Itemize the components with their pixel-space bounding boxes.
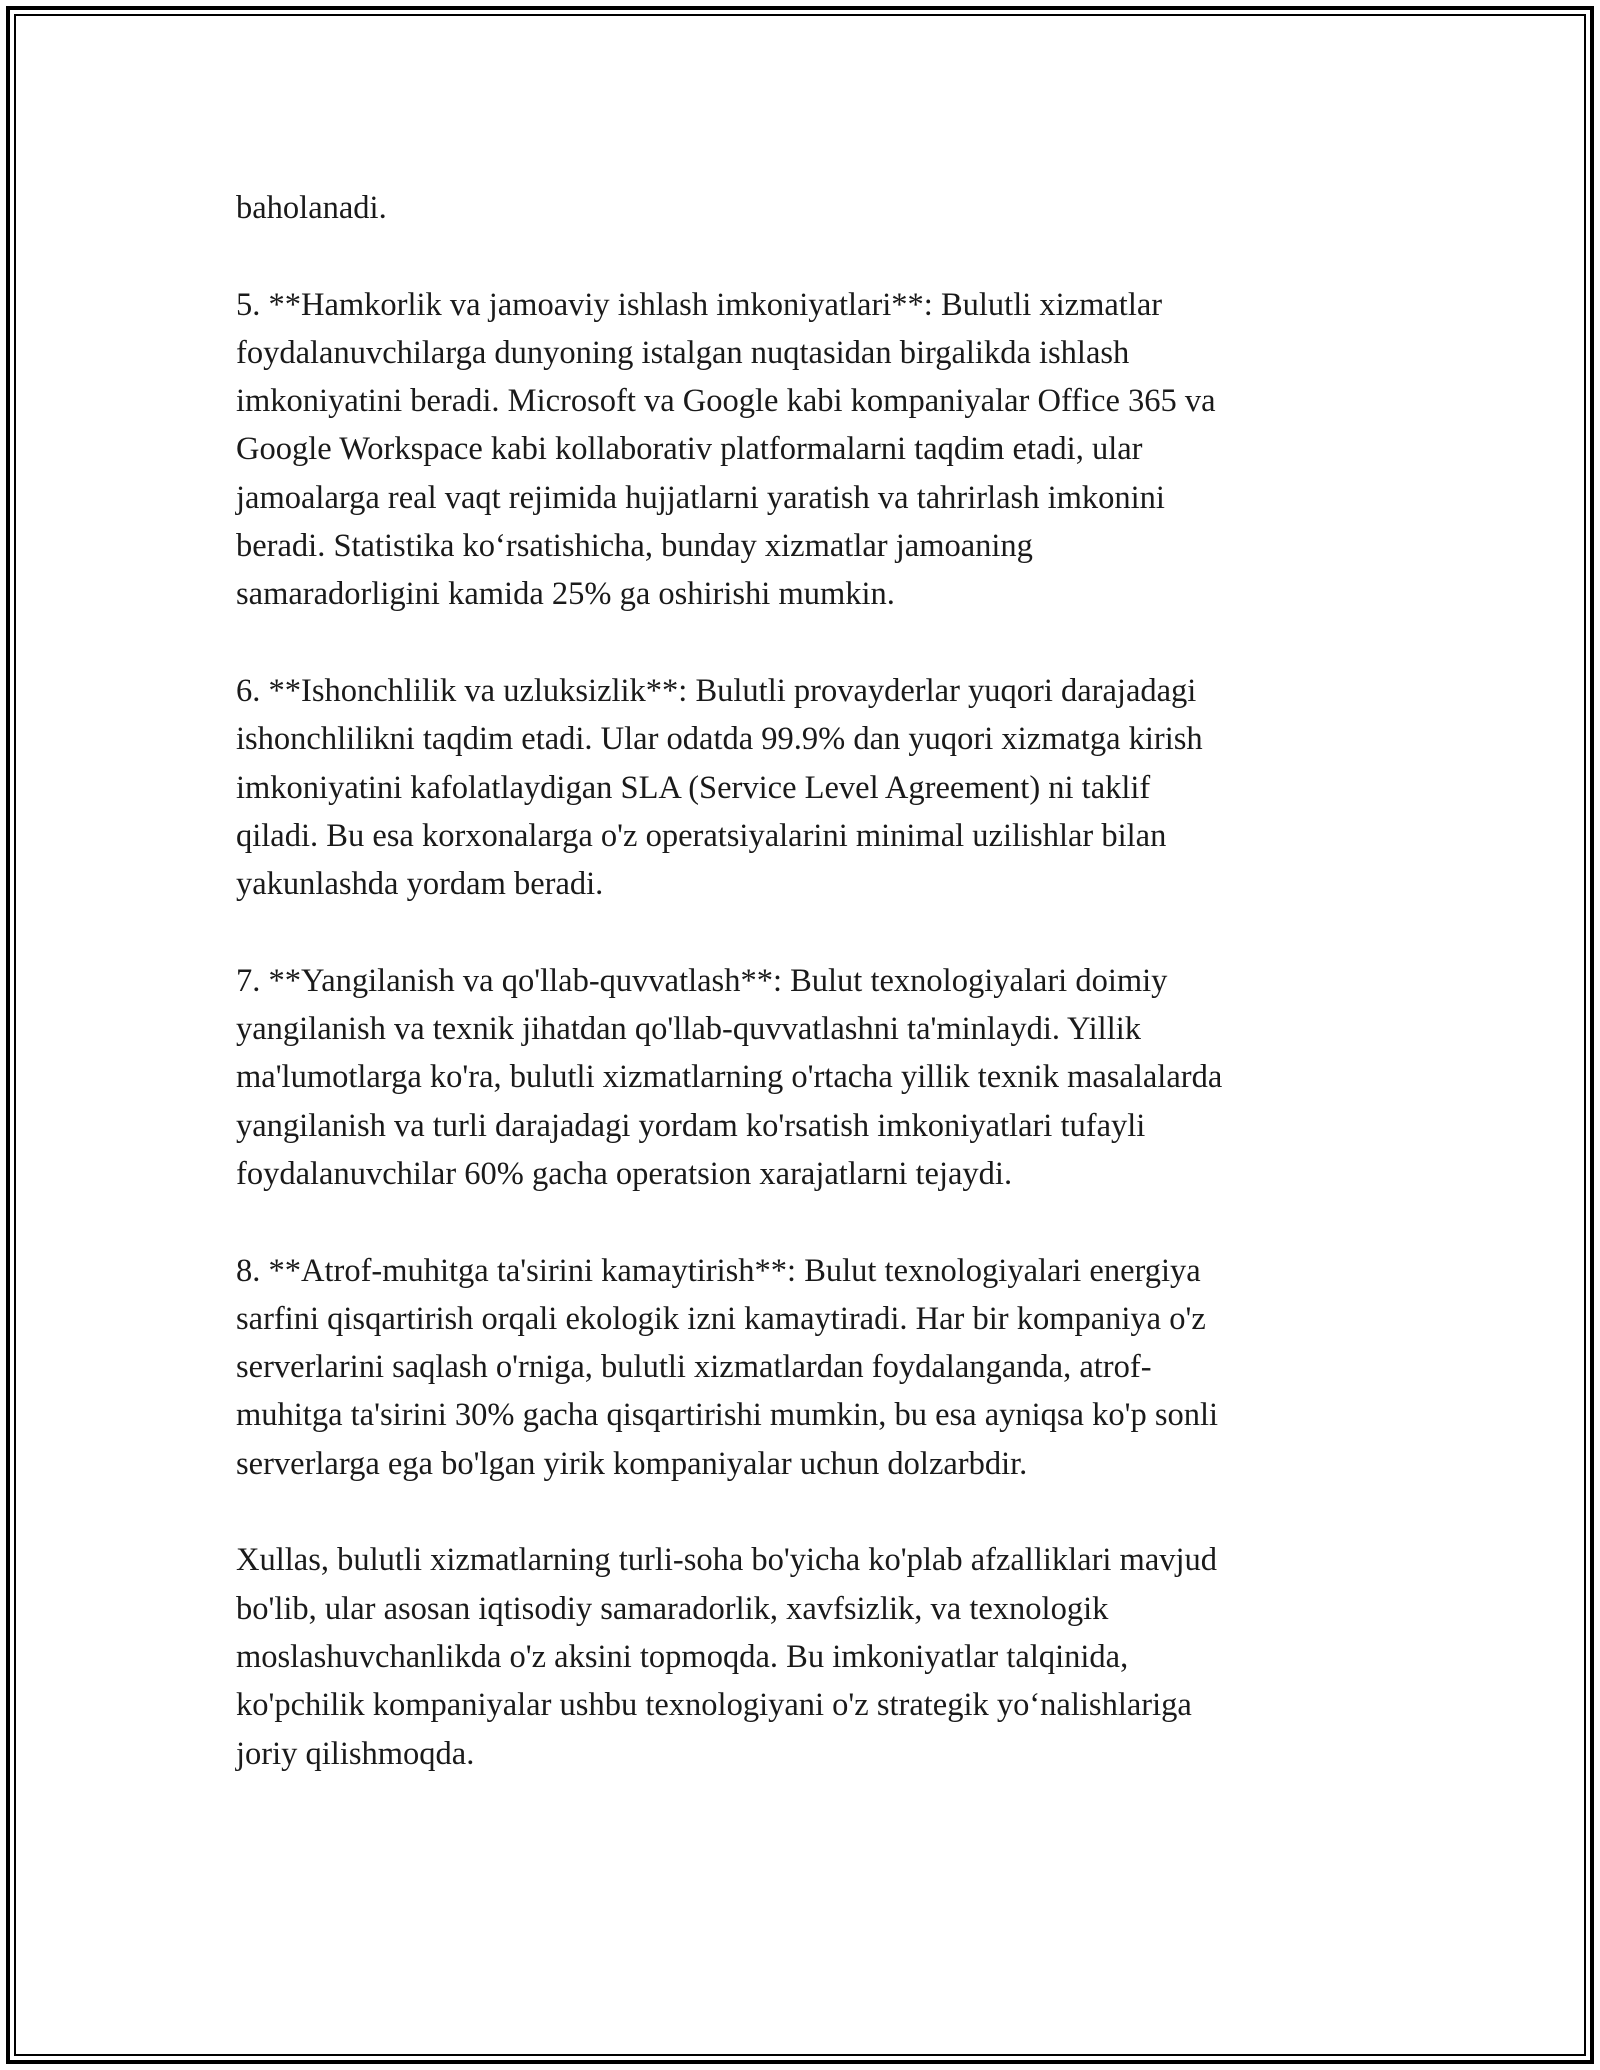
text-line: imkoniyatini beradi. Microsoft va Google kabi kompaniyalar Office 365 va xyxy=(236,383,1216,420)
text-line: 6. **Ishonchlilik va uzluksizlik**: Bulutli provayderlar yuqori darajadagi xyxy=(236,672,1197,709)
document-body xyxy=(236,184,1376,1826)
text-line: ishonchlilikni taqdim etadi. Ular odatda 99.9% dan yuqori xizmatga kirish xyxy=(236,721,1203,758)
text-line: 8. **Atrof-muhitga ta'sirini kamaytirish**: Bulut texnologiyalari energiya xyxy=(236,1252,1201,1289)
text-line: ko'pchilik kompaniyalar ushbu texnologiyani o'z strategik yoʻnalishlariga xyxy=(236,1687,1192,1724)
paragraph-item-8-environment xyxy=(236,1247,1376,1488)
text-line: sarfini qisqartirish orqali ekologik izni kamaytiradi. Har bir kompaniya o'z xyxy=(236,1300,1206,1337)
text-line: serverlarini saqlash o'rniga, bulutli xizmatlardan foydalanganda, atrof- xyxy=(236,1349,1152,1386)
text-line: yangilanish va turli darajadagi yordam ko'rsatish imkoniyatlari tufayli xyxy=(236,1107,1146,1144)
text-line: baholanadi. xyxy=(236,190,387,226)
text-line: ma'lumotlarga ko'ra, bulutli xizmatlarning o'rtacha yillik texnik masalalarda xyxy=(236,1059,1223,1096)
text-line: samaradorligini kamida 25% ga oshirishi mumkin. xyxy=(236,576,895,613)
text-line: yakunlashda yordam beradi. xyxy=(236,866,604,903)
paragraph-continuation xyxy=(236,184,1376,232)
text-line: 7. **Yangilanish va qo'llab-quvvatlash**: Bulut texnologiyalari doimiy xyxy=(236,962,1168,999)
text-line: beradi. Statistika koʻrsatishicha, bunday xizmatlar jamoaning xyxy=(236,528,1033,565)
text-line: bo'lib, ular asosan iqtisodiy samaradorlik, xavfsizlik, va texnologik xyxy=(236,1590,1109,1627)
text-line: Xullas, bulutli xizmatlarning turli-soha bo'yicha ko'plab afzalliklari mavjud xyxy=(236,1542,1218,1579)
text-line: foydalanuvchilar 60% gacha operatsion xarajatlarni tejaydi. xyxy=(236,1155,1013,1192)
text-line: yangilanish va texnik jihatdan qo'llab-quvvatlashni ta'minlaydi. Yillik xyxy=(236,1011,1142,1048)
paragraph-item-5-collaboration xyxy=(236,281,1376,619)
text-line: muhitga ta'sirini 30% gacha qisqartirishi mumkin, bu esa ayniqsa ko'p sonli xyxy=(236,1397,1219,1434)
text-line: moslashuvchanlikda o'z aksini topmoqda. Bu imkoniyatlar talqinida, xyxy=(236,1638,1129,1675)
text-line: Google Workspace kabi kollaborativ platformalarni taqdim etadi, ular xyxy=(236,431,1143,468)
text-line: imkoniyatini kafolatlaydigan SLA (Service Level Agreement) ni taklif xyxy=(236,769,1151,806)
text-line: serverlarga ega bo'lgan yirik kompaniyalar uchun dolzarbdir. xyxy=(236,1445,1028,1482)
text-line: foydalanuvchilarga dunyoning istalgan nuqtasidan birgalikda ishlash xyxy=(236,334,1130,371)
text-line: jamoalarga real vaqt rejimida hujjatlarni yaratish va tahrirlash imkonini xyxy=(236,479,1165,516)
text-line: 5. **Hamkorlik va jamoaviy ishlash imkoniyatlari**: Bulutli xizmatlar xyxy=(236,286,1163,323)
text-line: joriy qilishmoqda. xyxy=(236,1735,475,1772)
paragraph-conclusion xyxy=(236,1536,1376,1777)
text-line: qiladi. Bu esa korxonalarga o'z operatsiyalarini minimal uzilishlar bilan xyxy=(236,817,1167,854)
paragraph-item-7-updates-support xyxy=(236,957,1376,1198)
paragraph-item-6-reliability xyxy=(236,667,1376,908)
